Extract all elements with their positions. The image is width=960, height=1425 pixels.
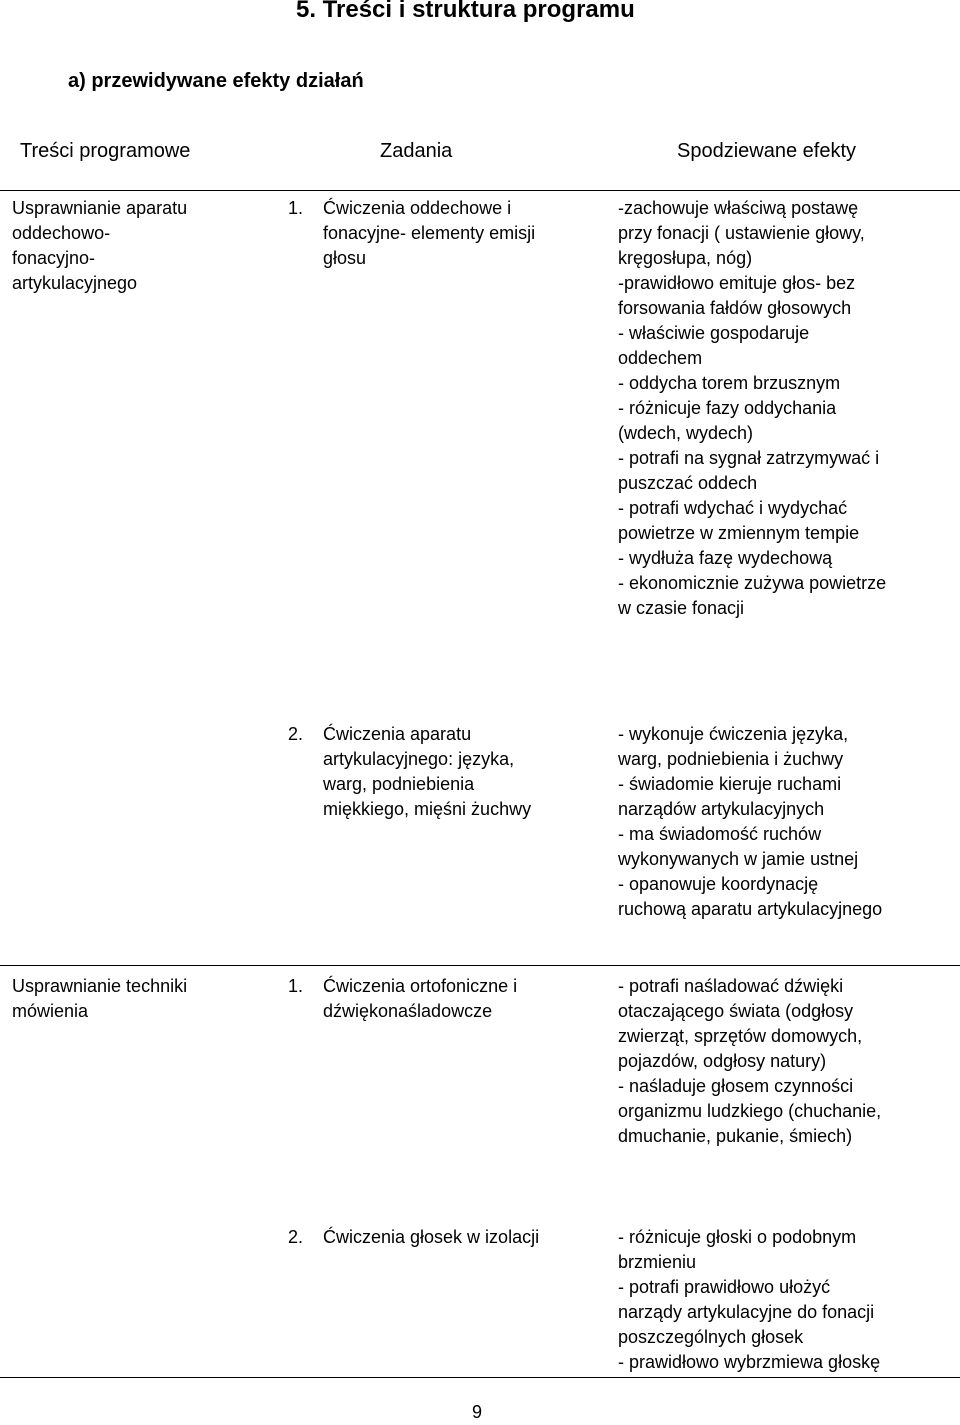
- task-number-2-1: 1.: [288, 976, 304, 996]
- effects-cell-1-2: - wykonuje ćwiczenia języka, warg, podniebienia i żuchwy - świadomie kieruje ruchami narządów artykulacyjnych - ma świadomość ruchów wykonywanych w jamie ustnej - opanowuje koordynację ruchową aparatu artykulacyjnego: [618, 724, 883, 919]
- effects-cell-2-1: - potrafi naśladować dźwięki otaczającego świata (odgłosy zwierząt, sprzętów domowych, pojazdów, odgłosy natury) - naśladuje głosem czynności organizmu ludzkiego (chuchanie, dmuchanie, pukanie, śmiech): [618, 976, 882, 1146]
- content-cell-2: Usprawnianie techniki mówienia: [12, 976, 188, 1021]
- table-rule-top: [0, 190, 960, 191]
- effects-cell-1-1: -zachowuje właściwą postawę przy fonacji ( ustawienie głowy, kręgosłupa, nóg) -prawidłowo emituje głos- bez forsowania fałdów głosowych - właściwie gospodaruje oddechem - oddycha torem brzusznym - różnicuje fazy oddychania (wdech, wydech) - potrafi na sygnał zatrzymywać i puszczać oddech - potrafi wdychać i wydychać powietrze w zmiennym tempie - wydłuża fazę wydechową - ekonomicznie zużywa powietrze w czasie fonacji: [618, 198, 887, 618]
- task-cell-1-1: Ćwiczenia oddechowe i fonacyjne- elementy emisji głosu: [323, 198, 536, 268]
- task-cell-2-1: Ćwiczenia ortofoniczne i dźwiękonaśladowcze: [323, 976, 518, 1021]
- task-number-1-2: 2.: [288, 724, 304, 744]
- subsection-title: a) przewidywane efekty działań: [68, 70, 364, 92]
- column-header-tasks: Zadania: [380, 140, 453, 162]
- section-title: 5. Treści i struktura programu: [296, 0, 635, 23]
- column-header-effects: Spodziewane efekty: [677, 140, 857, 162]
- table-rule-bottom: [0, 1377, 960, 1378]
- task-number-1-1: 1.: [288, 198, 304, 218]
- table-rule-middle: [0, 965, 960, 966]
- task-cell-1-2: Ćwiczenia aparatu artykulacyjnego: języka, warg, podniebienia miękkiego, mięśni żuchwy: [323, 724, 532, 819]
- effects-cell-2-2: - różnicuje głoski o podobnym brzmieniu - potrafi prawidłowo ułożyć narządy artykulacyjne do fonacji poszczególnych głosek - prawidłowo wybrzmiewa głoskę: [618, 1227, 881, 1372]
- task-number-2-2: 2.: [288, 1227, 304, 1247]
- content-cell-1: Usprawnianie aparatu oddechowo- fonacyjno- artykulacyjnego: [12, 198, 188, 293]
- column-header-content: Treści programowe: [20, 140, 191, 162]
- task-cell-2-2: Ćwiczenia głosek w izolacji: [323, 1227, 540, 1247]
- page-number: 9: [472, 1402, 483, 1422]
